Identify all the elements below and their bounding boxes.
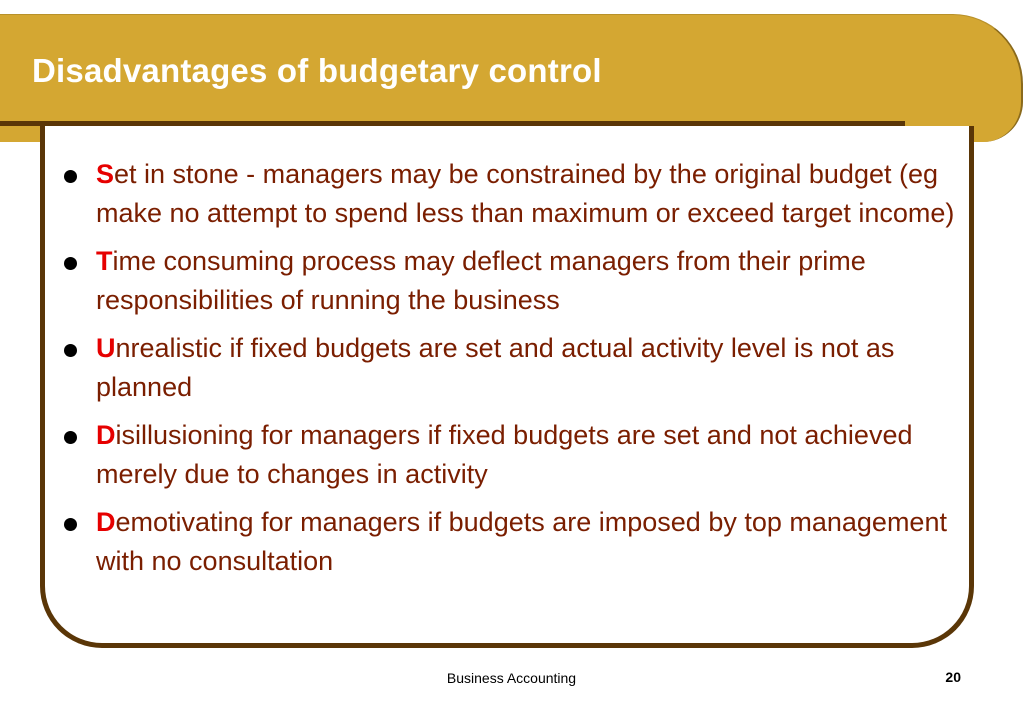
bullet-item xyxy=(64,155,964,233)
slide-title: Disadvantages of budgetary control xyxy=(32,52,602,89)
bullet-lead-letter: T xyxy=(96,246,113,276)
bullet-lead-letter: D xyxy=(96,507,116,537)
bullet-item xyxy=(64,329,964,407)
bullet-lead-letter: U xyxy=(96,333,116,363)
page-number: 20 xyxy=(945,669,961,685)
bullet-text: nrealistic if fixed budgets are set and actual activity level is not as planned xyxy=(96,333,895,402)
bullet-list xyxy=(64,155,964,590)
bullet-lead-letter: D xyxy=(96,420,116,450)
bullet-text: et in stone - managers may be constrained by the original budget (eg make no attempt to spend less than maximum or exceed target income) xyxy=(96,159,955,228)
bullet-lead-letter: S xyxy=(96,159,115,189)
bullet-text: ime consuming process may deflect managers from their prime responsibilities of running the business xyxy=(96,246,866,315)
bullet-text: isillusioning for managers if fixed budgets are set and not achieved merely due to changes in activity xyxy=(96,420,913,489)
bullet-dot-icon xyxy=(64,518,77,531)
bullet-dot-icon xyxy=(64,257,77,270)
bullet-item xyxy=(64,503,964,581)
footer-label: Business Accounting xyxy=(446,670,577,686)
bullet-text: emotivating for managers if budgets are imposed by top management with no consultation xyxy=(96,507,947,576)
bullet-dot-icon xyxy=(64,170,77,183)
bullet-dot-icon xyxy=(64,344,77,357)
bullet-dot-icon xyxy=(64,431,77,444)
bullet-item xyxy=(64,242,964,320)
bullet-item xyxy=(64,416,964,494)
